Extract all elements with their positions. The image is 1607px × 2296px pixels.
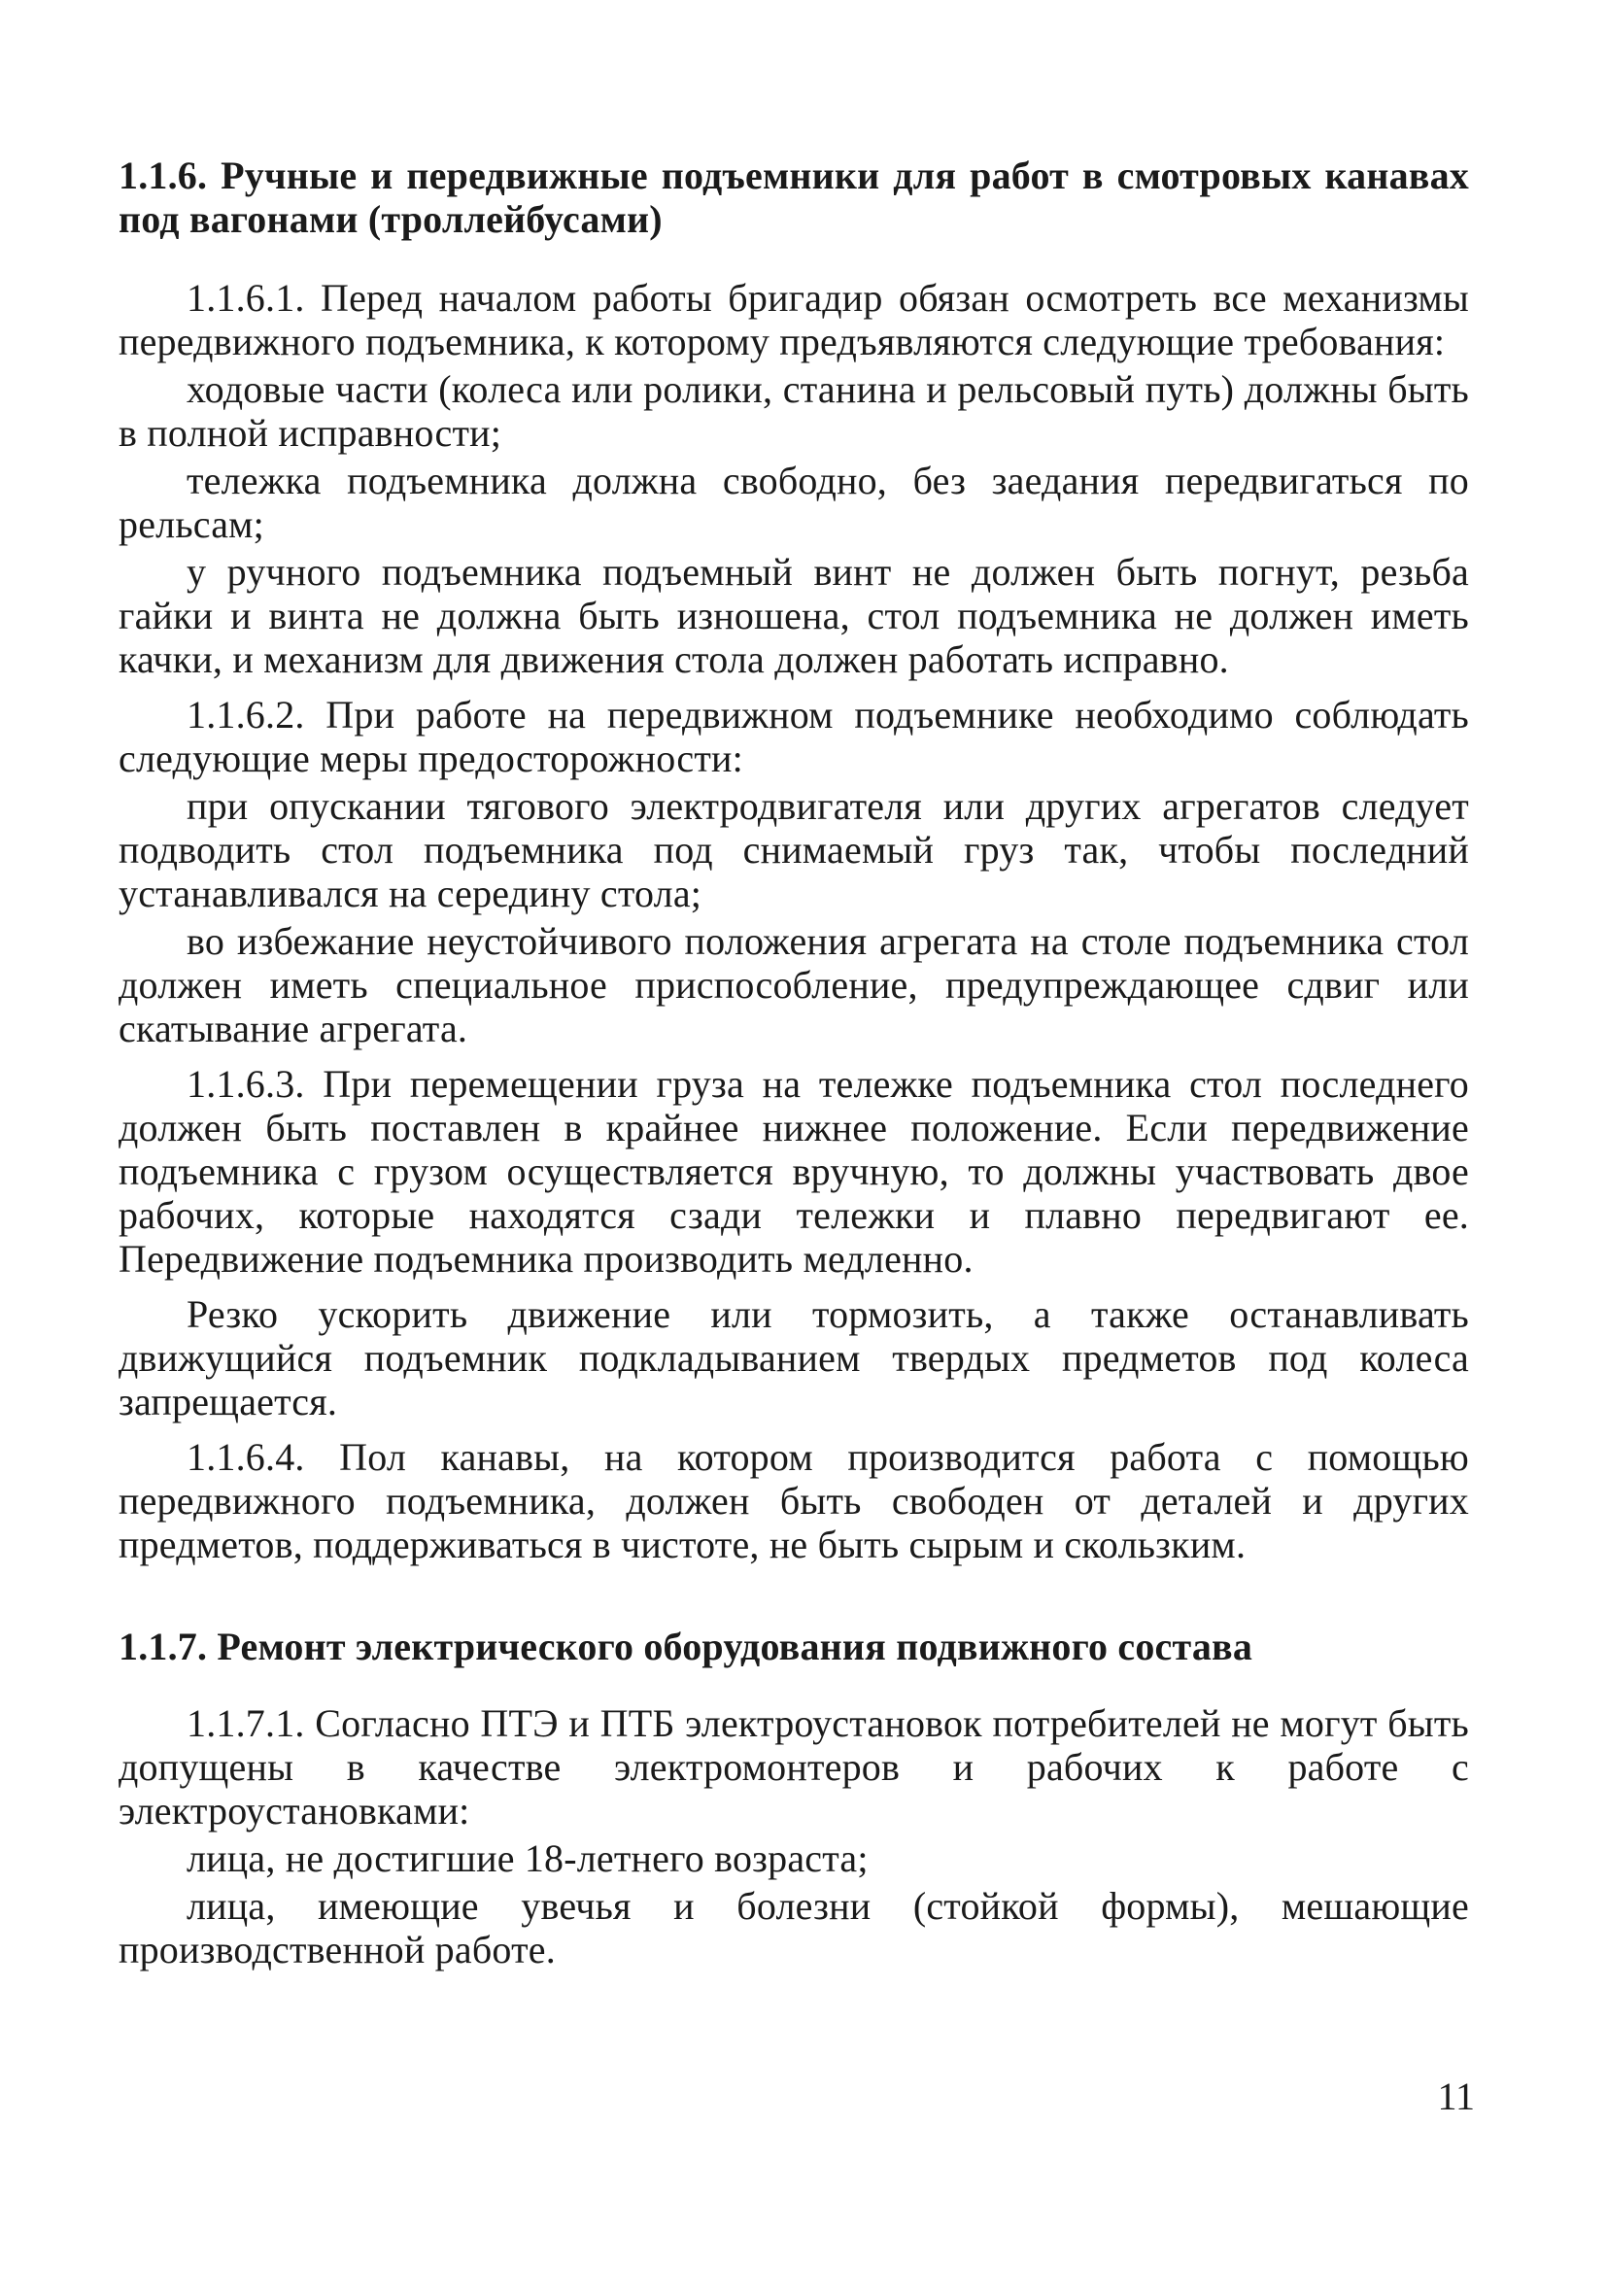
page-number: 11 <box>1437 2074 1475 2118</box>
paragraph-1-1-6-2: 1.1.6.2. При работе на передвижном подъемнике необходимо соблюдать следующие меры предосторожности: <box>119 693 1469 780</box>
paragraph-1-1-6-4: 1.1.6.4. Пол канавы, на котором производится работа с помощью передвижного подъемника, должен быть свободен от деталей и других предметов, поддерживаться в чистоте, не быть сырым и скользким. <box>119 1435 1469 1566</box>
list-item-1-1-6-1-b: тележка подъемника должна свободно, без заедания передвигаться по рельсам; <box>119 459 1469 546</box>
list-item-1-1-6-2-b: во избежание неустойчивого положения агрегата на столе подъемника стол должен иметь специальное приспособление, предупреждающее сдвиг или скатывание агрегата. <box>119 919 1469 1050</box>
list-item-1-1-7-1-b: лица, имеющие увечья и болезни (стойкой формы), мешающие производственной работе. <box>119 1884 1469 1971</box>
paragraph-1-1-6-3: 1.1.6.3. При перемещении груза на тележке подъемника стол последнего должен быть поставлен в крайнее нижнее положение. Если передвижение подъемника с грузом осуществляется вручную, то должны участвовать двое рабочих, которые находятся сзади тележки и плавно передвигают ее. Передвижение подъемника производить медленно. <box>119 1062 1469 1281</box>
paragraph-1-1-6-1: 1.1.6.1. Перед началом работы бригадир обязан осмотреть все механизмы передвижного подъемника, к которому предъявляются следующие требования: <box>119 276 1469 363</box>
section-heading-1-1-7: 1.1.7. Ремонт электрического оборудования подвижного состава <box>119 1625 1253 1668</box>
list-item-1-1-7-1-a: лица, не достигшие 18-летнего возраста; <box>187 1836 869 1880</box>
paragraph-1-1-6-3-note: Резко ускорить движение или тормозить, а также останавливать движущийся подъемник подкладыванием твердых предметов под колеса запрещается. <box>119 1292 1469 1423</box>
list-item-1-1-6-1-a: ходовые части (колеса или ролики, станина и рельсовый путь) должны быть в полной исправности; <box>119 367 1469 455</box>
paragraph-1-1-7-1: 1.1.7.1. Согласно ПТЭ и ПТБ электроустановок потребителей не могут быть допущены в качестве электромонтеров и рабочих к работе с электроустановками: <box>119 1701 1469 1833</box>
list-item-1-1-6-1-c: у ручного подъемника подъемный винт не должен быть погнут, резьба гайки и винта не должна быть изношена, стол подъемника не должен иметь качки, и механизм для движения стола должен работать исправно. <box>119 550 1469 681</box>
section-heading-1-1-6: 1.1.6. Ручные и передвижные подъемники для работ в смотровых канавах под вагонами (троллейбусами) <box>119 154 1469 241</box>
list-item-1-1-6-2-a: при опускании тягового электродвигателя или других агрегатов следует подводить стол подъемника под снимаемый груз так, чтобы последний устанавливался на середину стола; <box>119 784 1469 915</box>
page-content <box>119 154 1469 1971</box>
